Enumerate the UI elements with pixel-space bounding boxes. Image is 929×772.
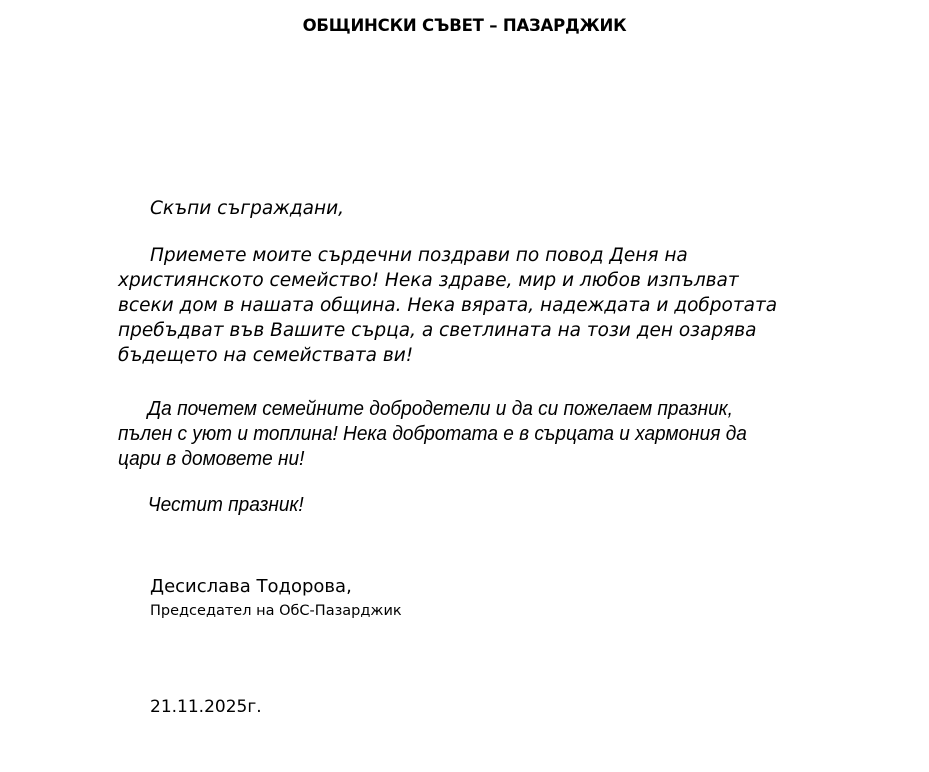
paragraph-line: християнското семейство! Нека здраве, мир и любов изпълват xyxy=(118,270,739,291)
paragraph-2 xyxy=(118,396,769,471)
document-title: ОБЩИНСКИ СЪВЕТ – ПАЗАРДЖИК xyxy=(302,16,627,35)
closing-paragraph xyxy=(118,492,769,517)
paragraph-line: Приемете моите сърдечни поздрави по повод Деня на xyxy=(150,245,688,266)
greeting xyxy=(118,196,818,221)
signature-role: Председател на ОбС-Пазарджик xyxy=(150,603,402,619)
greeting-text: Скъпи съграждани, xyxy=(150,198,344,219)
paragraph-line: пребъдват във Вашите сърца, а светлината на този ден озарява xyxy=(118,320,757,341)
document-date: 21.11.2025г. xyxy=(150,697,262,717)
closing-text: Честит празник! xyxy=(147,493,304,516)
signature-name: Десислава Тодорова, xyxy=(150,576,352,597)
paragraph-line: всеки дом в нашата община. Нека вярата, надеждата и добротата xyxy=(118,295,778,316)
paragraph-line: цари в домовете ни! xyxy=(118,447,305,470)
paragraph-line: Да почетем семейните добродетели и да си пожелаем празник, xyxy=(147,397,733,420)
paragraph-line: пълен с уют и топлина! Нека добротата е в сърцата и хармония да xyxy=(118,422,747,445)
paragraph-1 xyxy=(118,243,818,368)
paragraph-line: бъдещето на семействата ви! xyxy=(118,345,414,366)
